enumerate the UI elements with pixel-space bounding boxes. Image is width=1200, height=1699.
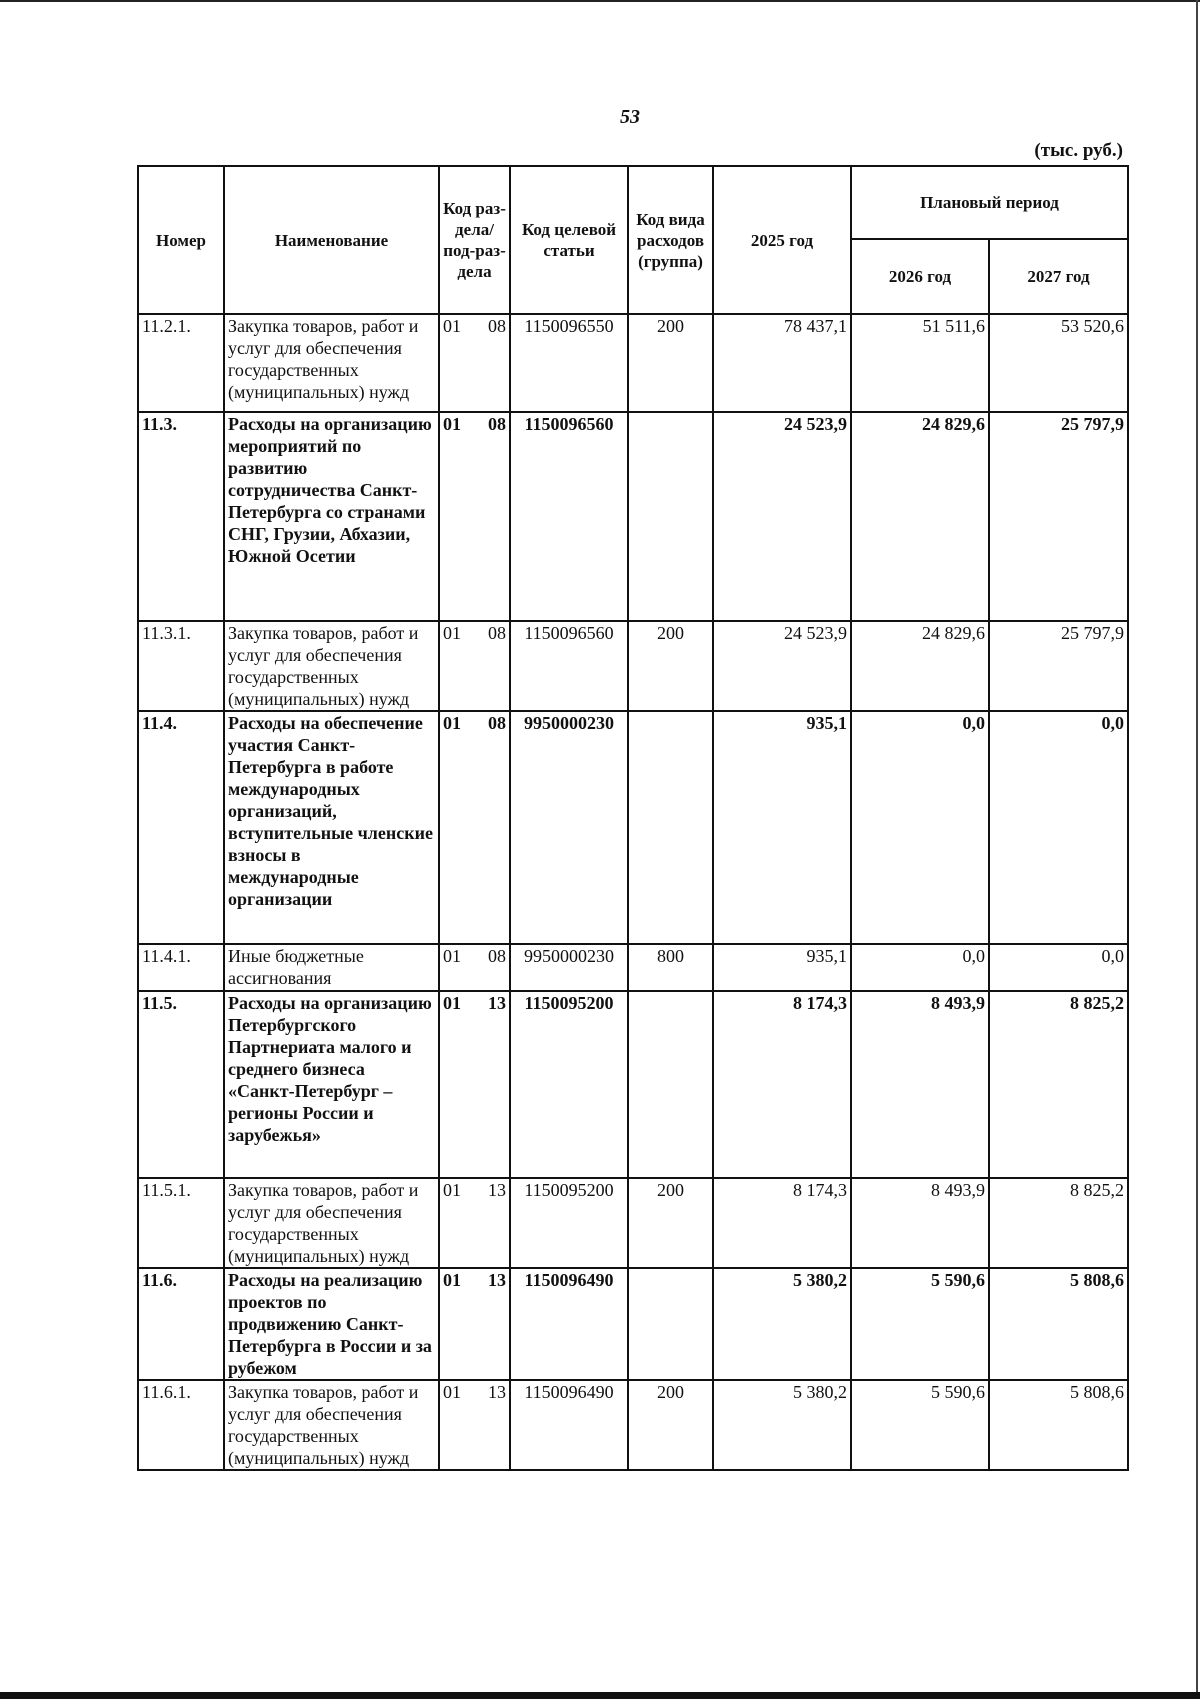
header-number: Номер	[138, 166, 224, 314]
row-group-code: 800	[628, 944, 713, 991]
subsection-code: 13	[488, 993, 506, 1013]
row-group-code: 200	[628, 1178, 713, 1268]
table-row	[138, 1380, 1128, 1470]
row-number: 11.2.1.	[138, 314, 224, 412]
header-2025: 2025 год	[713, 166, 851, 314]
section-code: 01	[443, 414, 461, 434]
row-target-code: 1150095200	[510, 1178, 628, 1268]
row-value-2025: 24 523,9	[713, 412, 851, 621]
row-target-code: 1150096560	[510, 412, 628, 621]
row-value-2027: 5 808,6	[989, 1380, 1128, 1470]
row-value-2027: 0,0	[989, 711, 1128, 944]
row-value-2025: 78 437,1	[713, 314, 851, 412]
subsection-code: 08	[488, 414, 506, 434]
subsection-code: 08	[488, 946, 506, 966]
subsection-code: 13	[488, 1270, 506, 1290]
row-value-2025: 935,1	[713, 711, 851, 944]
row-section-code	[439, 944, 510, 991]
row-section-code	[439, 1178, 510, 1268]
row-section-code	[439, 314, 510, 412]
row-number: 11.3.	[138, 412, 224, 621]
row-value-2027: 25 797,9	[989, 621, 1128, 711]
row-target-code: 9950000230	[510, 944, 628, 991]
row-name: Закупка товаров, работ и услуг для обеспечения государственных (муниципальных) нужд	[224, 314, 439, 412]
section-code: 01	[443, 993, 461, 1013]
row-value-2026: 0,0	[851, 711, 989, 944]
header-2026: 2026 год	[851, 239, 989, 314]
row-name: Закупка товаров, работ и услуг для обеспечения государственных (муниципальных) нужд	[224, 1178, 439, 1268]
table-row	[138, 1268, 1128, 1380]
row-value-2025: 8 174,3	[713, 991, 851, 1178]
header-2027: 2027 год	[989, 239, 1128, 314]
table-row	[138, 412, 1128, 621]
row-group-code	[628, 412, 713, 621]
budget-table	[137, 165, 1129, 1471]
row-value-2026: 8 493,9	[851, 991, 989, 1178]
section-code: 01	[443, 316, 461, 336]
row-value-2027: 5 808,6	[989, 1268, 1128, 1380]
header-planned-period: Плановый период	[851, 166, 1128, 239]
row-group-code	[628, 1268, 713, 1380]
row-value-2027: 0,0	[989, 944, 1128, 991]
row-group-code: 200	[628, 1380, 713, 1470]
subsection-code: 13	[488, 1382, 506, 1402]
row-section-code	[439, 412, 510, 621]
header-row-1	[138, 166, 1128, 239]
row-value-2026: 5 590,6	[851, 1380, 989, 1470]
subsection-code: 13	[488, 1180, 506, 1200]
table-row	[138, 991, 1128, 1178]
table-row	[138, 711, 1128, 944]
section-code: 01	[443, 1382, 461, 1402]
row-value-2025: 24 523,9	[713, 621, 851, 711]
row-number: 11.5.	[138, 991, 224, 1178]
row-value-2026: 24 829,6	[851, 621, 989, 711]
row-section-code	[439, 1268, 510, 1380]
row-group-code	[628, 991, 713, 1178]
header-group: Код вида расходов (группа)	[628, 166, 713, 314]
row-group-code: 200	[628, 314, 713, 412]
section-code: 01	[443, 946, 461, 966]
row-name: Расходы на организацию Петербургского Партнериата малого и среднего бизнеса «Санкт-Петербург – регионы России и зарубежья»	[224, 991, 439, 1178]
row-name: Иные бюджетные ассигнования	[224, 944, 439, 991]
row-name: Закупка товаров, работ и услуг для обеспечения государственных (муниципальных) нужд	[224, 1380, 439, 1470]
row-section-code	[439, 711, 510, 944]
header-name: Наименование	[224, 166, 439, 314]
row-name: Расходы на реализацию проектов по продвижению Санкт-Петербурга в России и за рубежом	[224, 1268, 439, 1380]
row-name: Расходы на обеспечение участия Санкт-Петербурга в работе международных организаций, вступительные членские взносы в международные организации	[224, 711, 439, 944]
row-target-code: 1150095200	[510, 991, 628, 1178]
row-number: 11.4.1.	[138, 944, 224, 991]
row-target-code: 1150096550	[510, 314, 628, 412]
row-group-code: 200	[628, 621, 713, 711]
row-number: 11.4.	[138, 711, 224, 944]
section-code: 01	[443, 1270, 461, 1290]
subsection-code: 08	[488, 713, 506, 733]
row-group-code	[628, 711, 713, 944]
row-target-code: 1150096490	[510, 1268, 628, 1380]
scan-bottom-edge	[0, 1692, 1200, 1699]
page-number: 53	[620, 106, 640, 128]
header-target: Код целевой статьи	[510, 166, 628, 314]
scan-right-edge	[1196, 0, 1198, 1699]
row-value-2026: 5 590,6	[851, 1268, 989, 1380]
scan-top-edge	[0, 0, 1200, 2]
section-code: 01	[443, 623, 461, 643]
row-value-2026: 8 493,9	[851, 1178, 989, 1268]
row-target-code: 1150096560	[510, 621, 628, 711]
row-value-2025: 5 380,2	[713, 1380, 851, 1470]
table-row	[138, 1178, 1128, 1268]
section-code: 01	[443, 713, 461, 733]
row-name: Расходы на организацию мероприятий по развитию сотрудничества Санкт-Петербурга со странами СНГ, Грузии, Абхазии, Южной Осетии	[224, 412, 439, 621]
row-value-2027: 53 520,6	[989, 314, 1128, 412]
row-section-code	[439, 991, 510, 1178]
table-row	[138, 944, 1128, 991]
subsection-code: 08	[488, 316, 506, 336]
row-value-2026: 24 829,6	[851, 412, 989, 621]
row-value-2025: 8 174,3	[713, 1178, 851, 1268]
row-target-code: 9950000230	[510, 711, 628, 944]
subsection-code: 08	[488, 623, 506, 643]
row-target-code: 1150096490	[510, 1380, 628, 1470]
section-code: 01	[443, 1180, 461, 1200]
row-value-2027: 8 825,2	[989, 991, 1128, 1178]
row-value-2025: 935,1	[713, 944, 851, 991]
table-row	[138, 621, 1128, 711]
header-section: Код раз-дела/ под-раз-дела	[439, 166, 510, 314]
row-value-2026: 0,0	[851, 944, 989, 991]
row-number: 11.6.1.	[138, 1380, 224, 1470]
row-value-2026: 51 511,6	[851, 314, 989, 412]
row-section-code	[439, 621, 510, 711]
row-number: 11.5.1.	[138, 1178, 224, 1268]
row-name: Закупка товаров, работ и услуг для обеспечения государственных (муниципальных) нужд	[224, 621, 439, 711]
units-label: (тыс. руб.)	[1034, 140, 1123, 161]
table-row	[138, 314, 1128, 412]
row-value-2027: 25 797,9	[989, 412, 1128, 621]
row-number: 11.6.	[138, 1268, 224, 1380]
row-number: 11.3.1.	[138, 621, 224, 711]
row-value-2025: 5 380,2	[713, 1268, 851, 1380]
row-value-2027: 8 825,2	[989, 1178, 1128, 1268]
row-section-code	[439, 1380, 510, 1470]
